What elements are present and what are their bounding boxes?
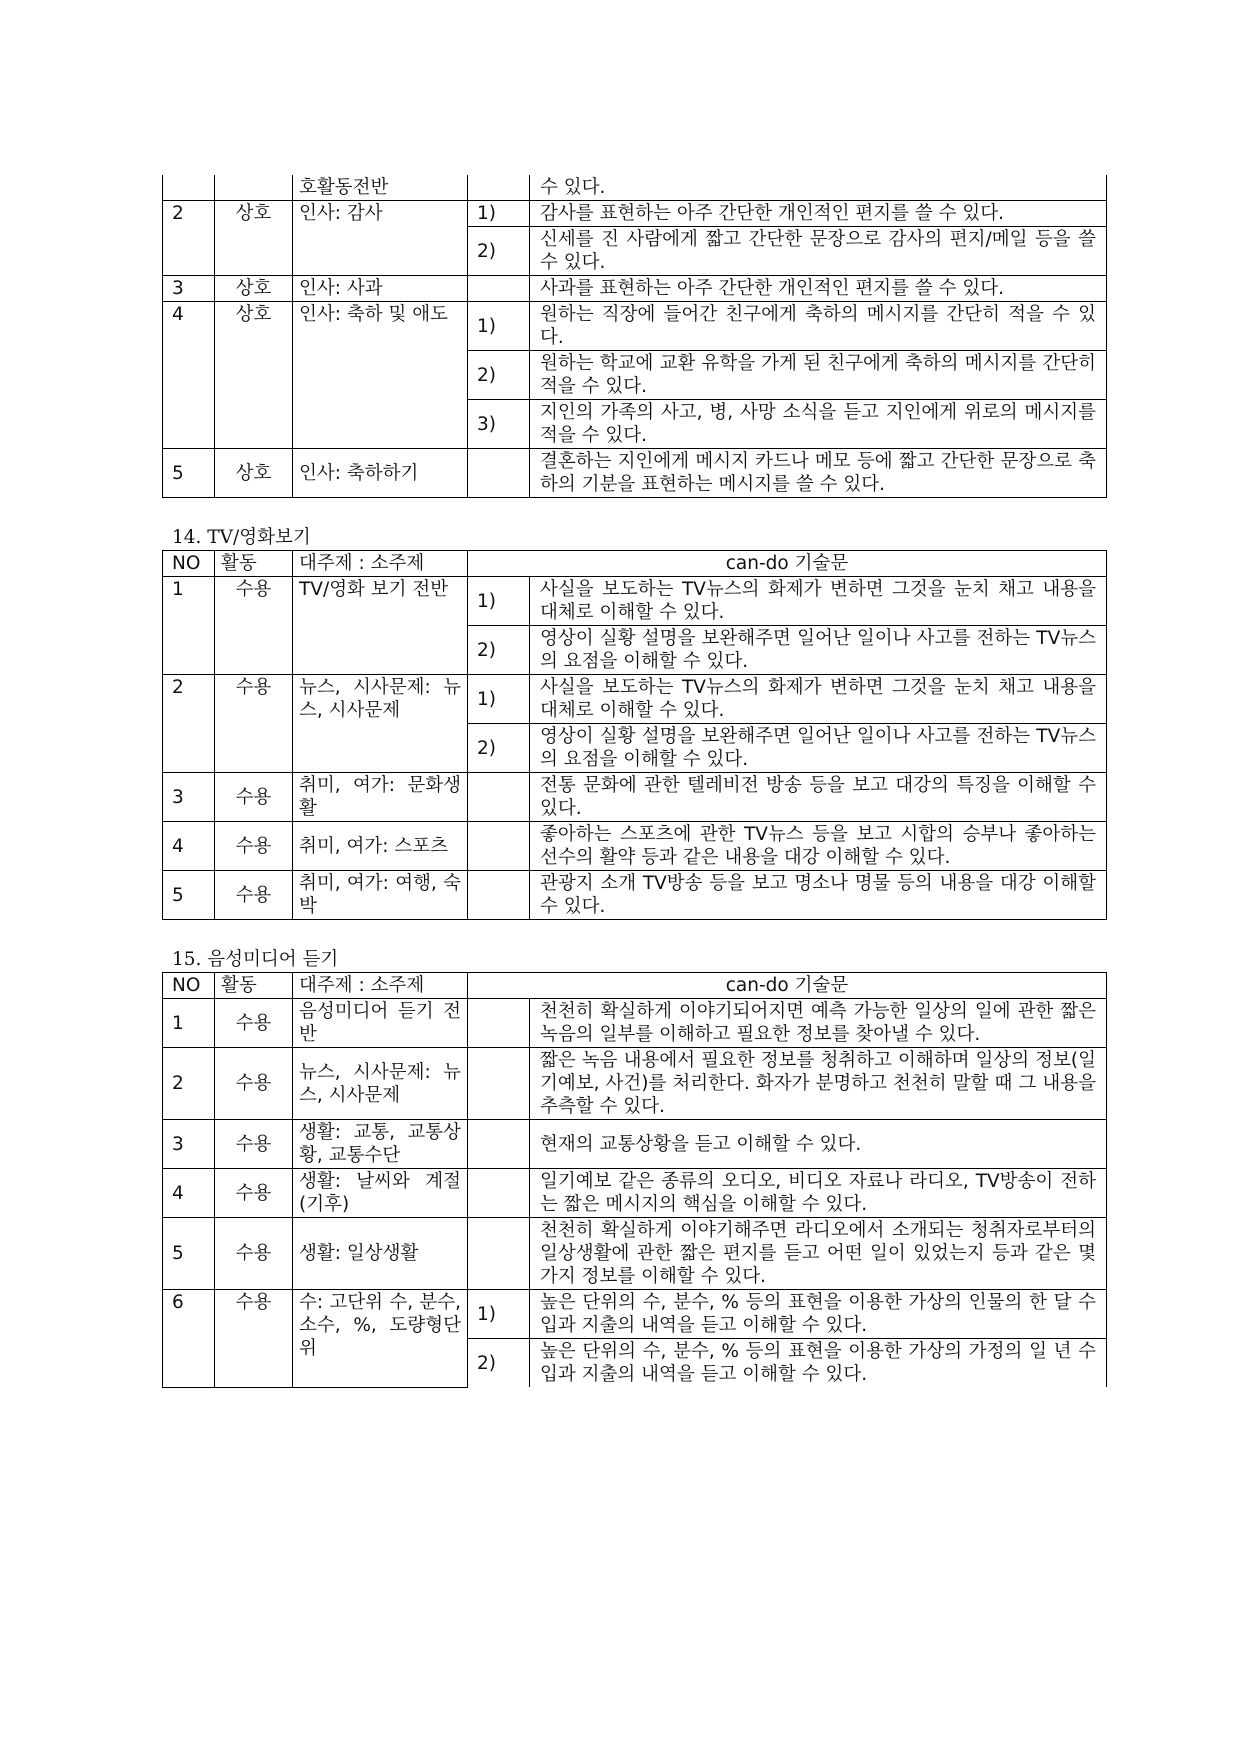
can-do-cell: 신세를 진 사람에게 짧고 간단한 문장으로 감사의 편지/메일 등을 쓸 수 있다.: [530, 227, 1107, 276]
can-do-cell: 천천히 확실하게 이야기해주면 라디오에서 소개되는 청취자로부터의 일상생활에 관한 짧은 편지를 듣고 어떤 일이 있었는지 등과 같은 몇 가지 정보를 이해할 수 있다.: [530, 1218, 1107, 1290]
topic-cell: 생활: 일상생활: [293, 1218, 468, 1290]
topic-cell: 인사: 사과: [293, 276, 468, 302]
can-do-cell: 현재의 교통상황을 듣고 이해할 수 있다.: [530, 1120, 1107, 1169]
table-row: [163, 175, 1107, 201]
topic-cell: 취미, 여가: 스포츠: [293, 822, 468, 871]
table-row: 1 수용 TV/영화 보기 전반 1) 사실을 보도하는 TV뉴스의 화제가 변하면 그것을 눈치 채고 내용을 대체로 이해할 수 있다.: [163, 577, 1107, 626]
can-do-cell: 높은 단위의 수, 분수, % 등의 표현을 이용한 가상의 인물의 한 달 수입과 지출의 내역을 듣고 이해할 수 있다.: [530, 1290, 1107, 1339]
table-section-15: [162, 972, 1107, 1388]
header-topic: 대주제 : 소주제: [293, 973, 468, 999]
table-row: 6 수용 수: 고단위 수, 분수, 소수, %, 도량형단위 1) 높은 단위의 수, 분수, % 등의 표현을 이용한 가상의 인물의 한 달 수입과 지출의 내역을 듣고 이해할 수 있다.: [163, 1290, 1107, 1339]
table-row: 5 수용 취미, 여가: 여행, 숙박 관광지 소개 TV방송 등을 보고 명소나 명물 등의 내용을 대강 이해할 수 있다.: [163, 871, 1107, 920]
can-do-cell: 천천히 확실하게 이야기되어지면 예측 가능한 일상의 일에 관한 짧은 녹음의 일부를 이해하고 필요한 정보를 찾아낼 수 있다.: [530, 999, 1107, 1048]
can-do-cell: 높은 단위의 수, 분수, % 등의 표현을 이용한 가상의 가정의 일 년 수입과 지출의 내역을 듣고 이해할 수 있다.: [530, 1339, 1107, 1388]
topic-cell: 뉴스, 시사문제: 뉴스, 시사문제: [293, 1048, 468, 1120]
table-row: 4 수용 취미, 여가: 스포츠 좋아하는 스포츠에 관한 TV뉴스 등을 보고 시합의 승부나 좋아하는 선수의 활약 등과 같은 내용을 대강 이해할 수 있다.: [163, 822, 1107, 871]
table-row: 2 수용 뉴스, 시사문제: 뉴스, 시사문제 1) 사실을 보도하는 TV뉴스의 화제가 변하면 그것을 눈치 채고 내용을 대체로 이해할 수 있다.: [163, 675, 1107, 724]
table-row: 1 수용 음성미디어 듣기 전반 천천히 확실하게 이야기되어지면 예측 가능한 일상의 일에 관한 짧은 녹음의 일부를 이해하고 필요한 정보를 찾아낼 수 있다.: [163, 999, 1107, 1048]
table-row: 3) 지인의 가족의 사고, 병, 사망 소식을 듣고 지인에게 위로의 메시지를 적을 수 있다.: [163, 400, 1107, 449]
topic-cell: 인사: 감사: [293, 201, 468, 276]
topic-cell: 수: 고단위 수, 분수, 소수, %, 도량형단위: [293, 1290, 468, 1388]
table-row: 2 상호 인사: 감사 1) 감사를 표현하는 아주 간단한 개인적인 편지를 쓸 수 있다.: [163, 201, 1107, 227]
topic-cell: 뉴스, 시사문제: 뉴스, 시사문제: [293, 675, 468, 773]
header-can-do: can-do 기술문: [468, 973, 1107, 999]
can-do-cell: 감사를 표현하는 아주 간단한 개인적인 편지를 쓸 수 있다.: [530, 201, 1107, 227]
table-header-row: [163, 551, 1107, 577]
topic-cell: 생활: 날씨와 계절(기후): [293, 1169, 468, 1218]
table-row: 4 상호 인사: 축하 및 애도 1) 원하는 직장에 들어간 친구에게 축하의 메시지를 간단히 적을 수 있다.: [163, 302, 1107, 351]
table-13-continued: [162, 175, 1107, 498]
can-do-cell: 사실을 보도하는 TV뉴스의 화제가 변하면 그것을 눈치 채고 내용을 대체로 이해할 수 있다.: [530, 577, 1107, 626]
can-do-cell: 원하는 학교에 교환 유학을 가게 된 친구에게 축하의 메시지를 간단히 적을 수 있다.: [530, 351, 1107, 400]
can-do-cell: 결혼하는 지인에게 메시지 카드나 메모 등에 짧고 간단한 문장으로 축하의 기분을 표현하는 메시지를 쓸 수 있다.: [530, 449, 1107, 498]
topic-cell: 호활동전반: [293, 175, 468, 201]
table-row: 5 상호 인사: 축하하기 결혼하는 지인에게 메시지 카드나 메모 등에 짧고 간단한 문장으로 축하의 기분을 표현하는 메시지를 쓸 수 있다.: [163, 449, 1107, 498]
table-row: 3 수용 취미, 여가: 문화생활 전통 문화에 관한 텔레비전 방송 등을 보고 대강의 특징을 이해할 수 있다.: [163, 773, 1107, 822]
topic-cell: 생활: 교통, 교통상황, 교통수단: [293, 1120, 468, 1169]
topic-cell: 취미, 여가: 문화생활: [293, 773, 468, 822]
can-do-cell: 영상이 실황 설명을 보완해주면 일어난 일이나 사고를 전하는 TV뉴스의 요점을 이해할 수 있다.: [530, 724, 1107, 773]
table-row: 3 수용 생활: 교통, 교통상황, 교통수단 현재의 교통상황을 듣고 이해할 수 있다.: [163, 1120, 1107, 1169]
table-row: 2) 높은 단위의 수, 분수, % 등의 표현을 이용한 가상의 가정의 일 년 수입과 지출의 내역을 듣고 이해할 수 있다.: [163, 1339, 1107, 1388]
can-do-cell: 사실을 보도하는 TV뉴스의 화제가 변하면 그것을 눈치 채고 내용을 대체로 이해할 수 있다.: [530, 675, 1107, 724]
can-do-cell: 지인의 가족의 사고, 병, 사망 소식을 듣고 지인에게 위로의 메시지를 적을 수 있다.: [530, 400, 1107, 449]
table-row: 2) 영상이 실황 설명을 보완해주면 일어난 일이나 사고를 전하는 TV뉴스의 요점을 이해할 수 있다.: [163, 626, 1107, 675]
table-row: 5 수용 생활: 일상생활 천천히 확실하게 이야기해주면 라디오에서 소개되는 청취자로부터의 일상생활에 관한 짧은 편지를 듣고 어떤 일이 있었는지 등과 같은 몇 가지 정보를 이해할 수 있다.: [163, 1218, 1107, 1290]
topic-cell: 인사: 축하 및 애도: [293, 302, 468, 449]
can-do-cell: 사과를 표현하는 아주 간단한 개인적인 편지를 쓸 수 있다.: [530, 276, 1107, 302]
can-do-cell: 관광지 소개 TV방송 등을 보고 명소나 명물 등의 내용을 대강 이해할 수 있다.: [530, 871, 1107, 920]
table-header-row: [163, 973, 1107, 999]
topic-cell: 음성미디어 듣기 전반: [293, 999, 468, 1048]
can-do-cell: 영상이 실황 설명을 보완해주면 일어난 일이나 사고를 전하는 TV뉴스의 요점을 이해할 수 있다.: [530, 626, 1107, 675]
section-title-14: 14. TV/영화보기: [172, 527, 311, 548]
table-row: 2 수용 뉴스, 시사문제: 뉴스, 시사문제 짧은 녹음 내용에서 필요한 정보를 청취하고 이해하며 일상의 정보(일기예보, 사건)를 처리한다. 화자가 분명하고 천천히 말할 때 그 내용을 추측할 수 있다.: [163, 1048, 1107, 1120]
can-do-cell: 짧은 녹음 내용에서 필요한 정보를 청취하고 이해하며 일상의 정보(일기예보, 사건)를 처리한다. 화자가 분명하고 천천히 말할 때 그 내용을 추측할 수 있다.: [530, 1048, 1107, 1120]
section-title-15: 15. 음성미디어 듣기: [172, 949, 339, 970]
can-do-cell: 원하는 직장에 들어간 친구에게 축하의 메시지를 간단히 적을 수 있다.: [530, 302, 1107, 351]
header-activity: 활동: [215, 973, 293, 999]
table-row: 3 상호 인사: 사과 사과를 표현하는 아주 간단한 개인적인 편지를 쓸 수 있다.: [163, 276, 1107, 302]
header-topic: 대주제 : 소주제: [293, 551, 468, 577]
can-do-cell: 일기예보 같은 종류의 오디오, 비디오 자료나 라디오, TV방송이 전하는 짧은 메시지의 핵심을 이해할 수 있다.: [530, 1169, 1107, 1218]
header-no: NO: [163, 973, 215, 999]
header-activity: 활동: [215, 551, 293, 577]
table-row: 2) 원하는 학교에 교환 유학을 가게 된 친구에게 축하의 메시지를 간단히 적을 수 있다.: [163, 351, 1107, 400]
can-do-cell: 전통 문화에 관한 텔레비전 방송 등을 보고 대강의 특징을 이해할 수 있다.: [530, 773, 1107, 822]
document-page: [162, 175, 1107, 1388]
header-no: NO: [163, 551, 215, 577]
table-row: 2) 신세를 진 사람에게 짧고 간단한 문장으로 감사의 편지/메일 등을 쓸 수 있다.: [163, 227, 1107, 276]
topic-cell: TV/영화 보기 전반: [293, 577, 468, 675]
header-can-do: can-do 기술문: [468, 551, 1107, 577]
topic-cell: 인사: 축하하기: [293, 449, 468, 498]
table-row: 4 수용 생활: 날씨와 계절(기후) 일기예보 같은 종류의 오디오, 비디오 자료나 라디오, TV방송이 전하는 짧은 메시지의 핵심을 이해할 수 있다.: [163, 1169, 1107, 1218]
table-section-14: [162, 550, 1107, 920]
can-do-cell: 수 있다.: [530, 175, 1107, 201]
can-do-cell: 좋아하는 스포츠에 관한 TV뉴스 등을 보고 시합의 승부나 좋아하는 선수의 활약 등과 같은 내용을 대강 이해할 수 있다.: [530, 822, 1107, 871]
table-row: 2) 영상이 실황 설명을 보완해주면 일어난 일이나 사고를 전하는 TV뉴스의 요점을 이해할 수 있다.: [163, 724, 1107, 773]
topic-cell: 취미, 여가: 여행, 숙박: [293, 871, 468, 920]
